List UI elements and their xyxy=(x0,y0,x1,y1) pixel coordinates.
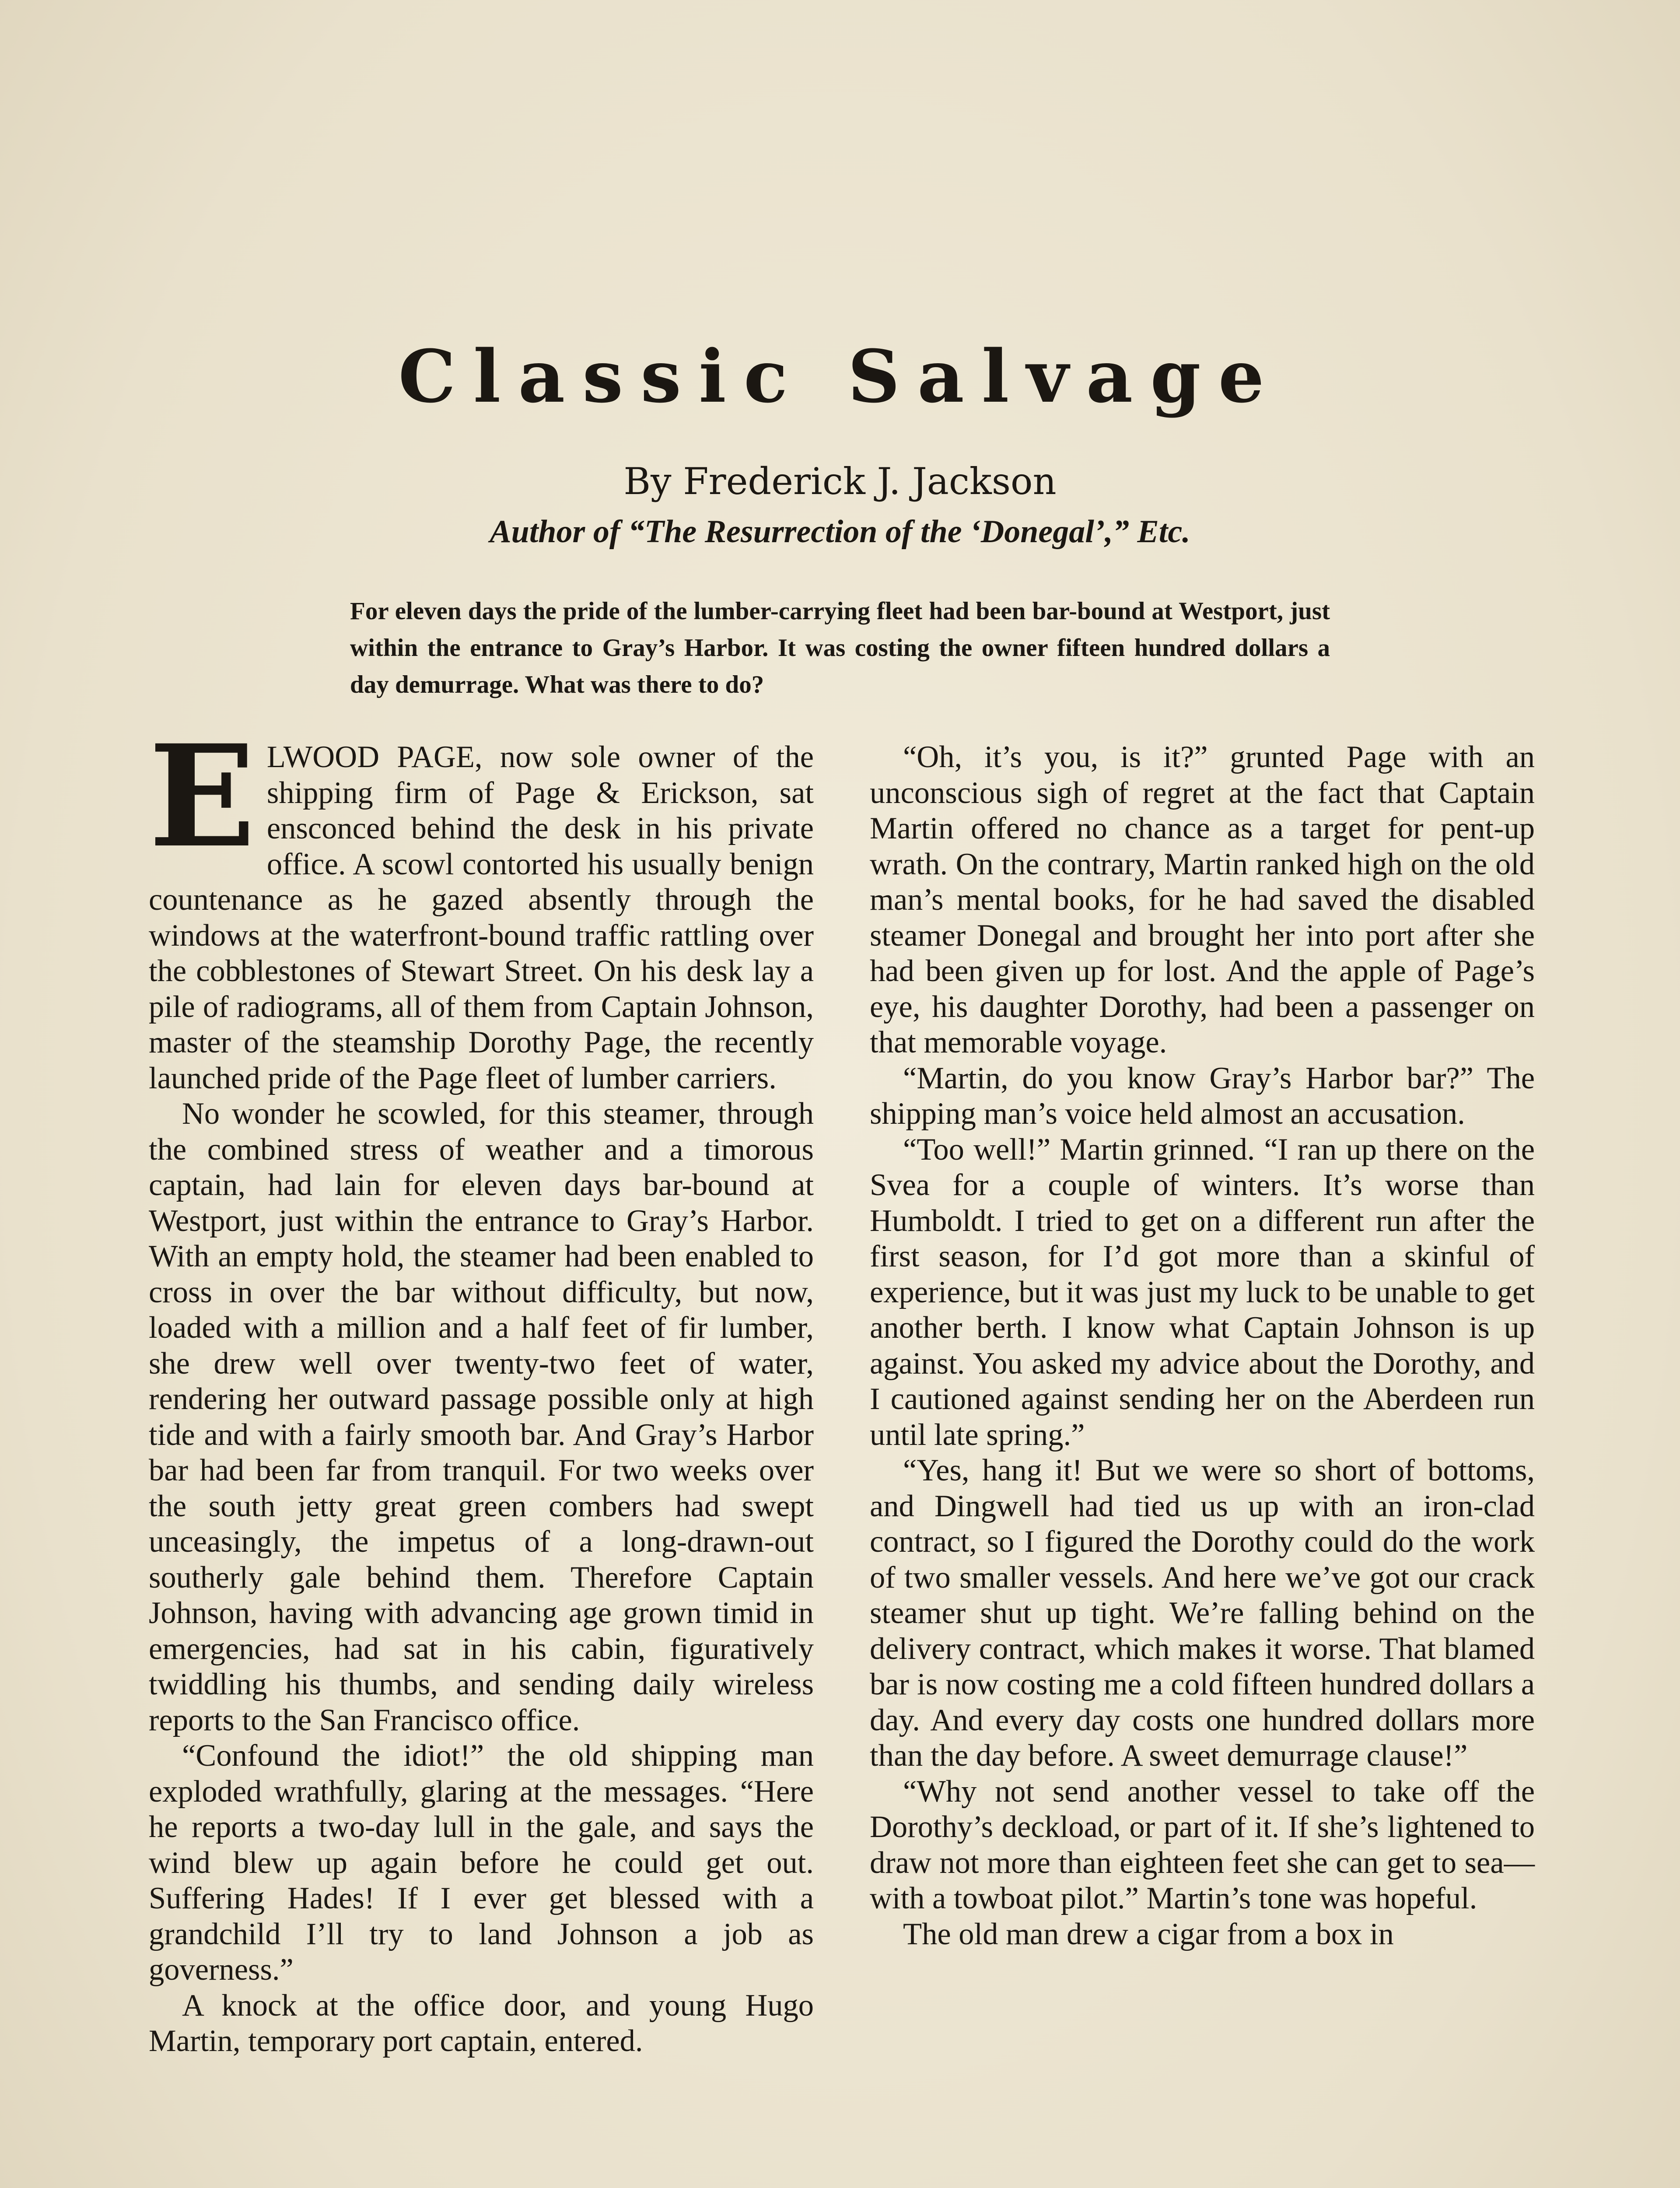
article-byline: By Frederick J. Jackson xyxy=(623,460,1057,503)
paragraph: The old man drew a cigar from a box in xyxy=(903,1917,1394,1951)
paragraph: “Yes, hang it! But we were so short of bottoms, and Dingwell had tied us up with an iron-clad contract, so I figured the Dorothy could do the work of two smaller vessels. And here we’ve got our crack steamer shut up tight. We’re falling behind on the delivery contract, which makes it worse. That blamed bar is now costing me a cold fifteen hundred dollars a day. And every day costs one hundred dollars more than the day before. A sweet demurrage clause!” xyxy=(870,1453,1535,1773)
right-column xyxy=(870,740,1535,1952)
paragraph-text: LWOOD PAGE, now sole owner of the shipping firm of Page & Erickson, sat ensconced behind the desk in his private office. A scowl contorted his usually benign countenance as he gazed absently through the windows at the waterfront-bound traffic rattling over the cobblestones of Stewart Street. On his desk lay a pile of radiograms, all of them from Captain Johnson, master of the steamship Dorothy Page, the recently launched pride of the Page fleet of lumber carriers. xyxy=(149,740,814,1095)
paragraph: “Why not send another vessel to take off the Dorothy’s deckload, or part of it. If she’s lightened to draw not more than eighteen feet she can get to sea—with a towboat pilot.” Martin’s tone was hopeful. xyxy=(870,1774,1535,1915)
paragraph: “Too well!” Martin grinned. “I ran up there on the Svea for a couple of winters. It’s worse than Humboldt. I tried to get on a different run after the first season, for I’d got more than a skinful of experience, but it was just my luck to be unable to get another berth. I know what Captain Johnson is up against. You asked my advice about the Dorothy, and I cautioned against sending her on the Aberdeen run until late spring.” xyxy=(870,1132,1535,1452)
paragraph: “Confound the idiot!” the old shipping man exploded wrathfully, glaring at the messages. “Here he reports a two-day lull in the gale, and says the wind blew up again before he could get out. Suffering Hades! If I ever get blessed with a grandchild I’ll try to land Johnson a job as governess.” xyxy=(149,1739,814,1987)
article-blurb: For eleven days the pride of the lumber-carrying fleet had been bar-bound at Westport, just within the entrance to Gray’s Harbor. It was costing the owner fifteen hundred dollars a day demurrage. What was there to do? xyxy=(350,597,1330,698)
opening-paragraph xyxy=(149,715,814,1096)
paragraph: A knock at the office door, and young Hugo Martin, temporary port captain, entered. xyxy=(149,1988,814,2058)
paragraph: “Oh, it’s you, is it?” grunted Page with an unconscious sigh of regret at the fact that Captain Martin offered no chance as a target for pent-up wrath. On the contrary, Martin ranked high on the old man’s mental books, for he had saved the disabled steamer Donegal and brought her into port after she had been given up for lost. And the apple of Page’s eye, his daughter Dorothy, had been a passenger on that memorable voyage. xyxy=(870,740,1535,1059)
article-title: Classic Salvage xyxy=(398,334,1282,419)
author-credit: Author of “The Resurrection of the ‘Donegal’,” Etc. xyxy=(490,514,1190,550)
paragraph: No wonder he scowled, for this steamer, through the combined stress of weather and a timorous captain, had lain for eleven days bar-bound at Westport, just within the entrance to Gray’s Harbor. With an empty hold, the steamer had been enabled to cross in over the bar without difficulty, but now, loaded with a million and a half feet of fir lumber, she drew well over twenty-two feet of water, rendering her outward passage possible only at high tide and with a fairly smooth bar. And Gray’s Harbor bar had been far from tranquil. For two weeks over the south jetty great green combers had swept unceasingly, the impetus of a long-drawn-out southerly gale behind them. Therefore Captain Johnson, having with advancing age grown timid in emergencies, had sat in his cabin, figuratively twiddling his thumbs, and sending daily wireless reports to the San Francisco office. xyxy=(149,1097,814,1737)
drop-cap: E xyxy=(149,715,256,879)
left-column xyxy=(149,715,814,2059)
paragraph: “Martin, do you know Gray’s Harbor bar?” The shipping man’s voice held almost an accusation. xyxy=(870,1061,1535,1131)
